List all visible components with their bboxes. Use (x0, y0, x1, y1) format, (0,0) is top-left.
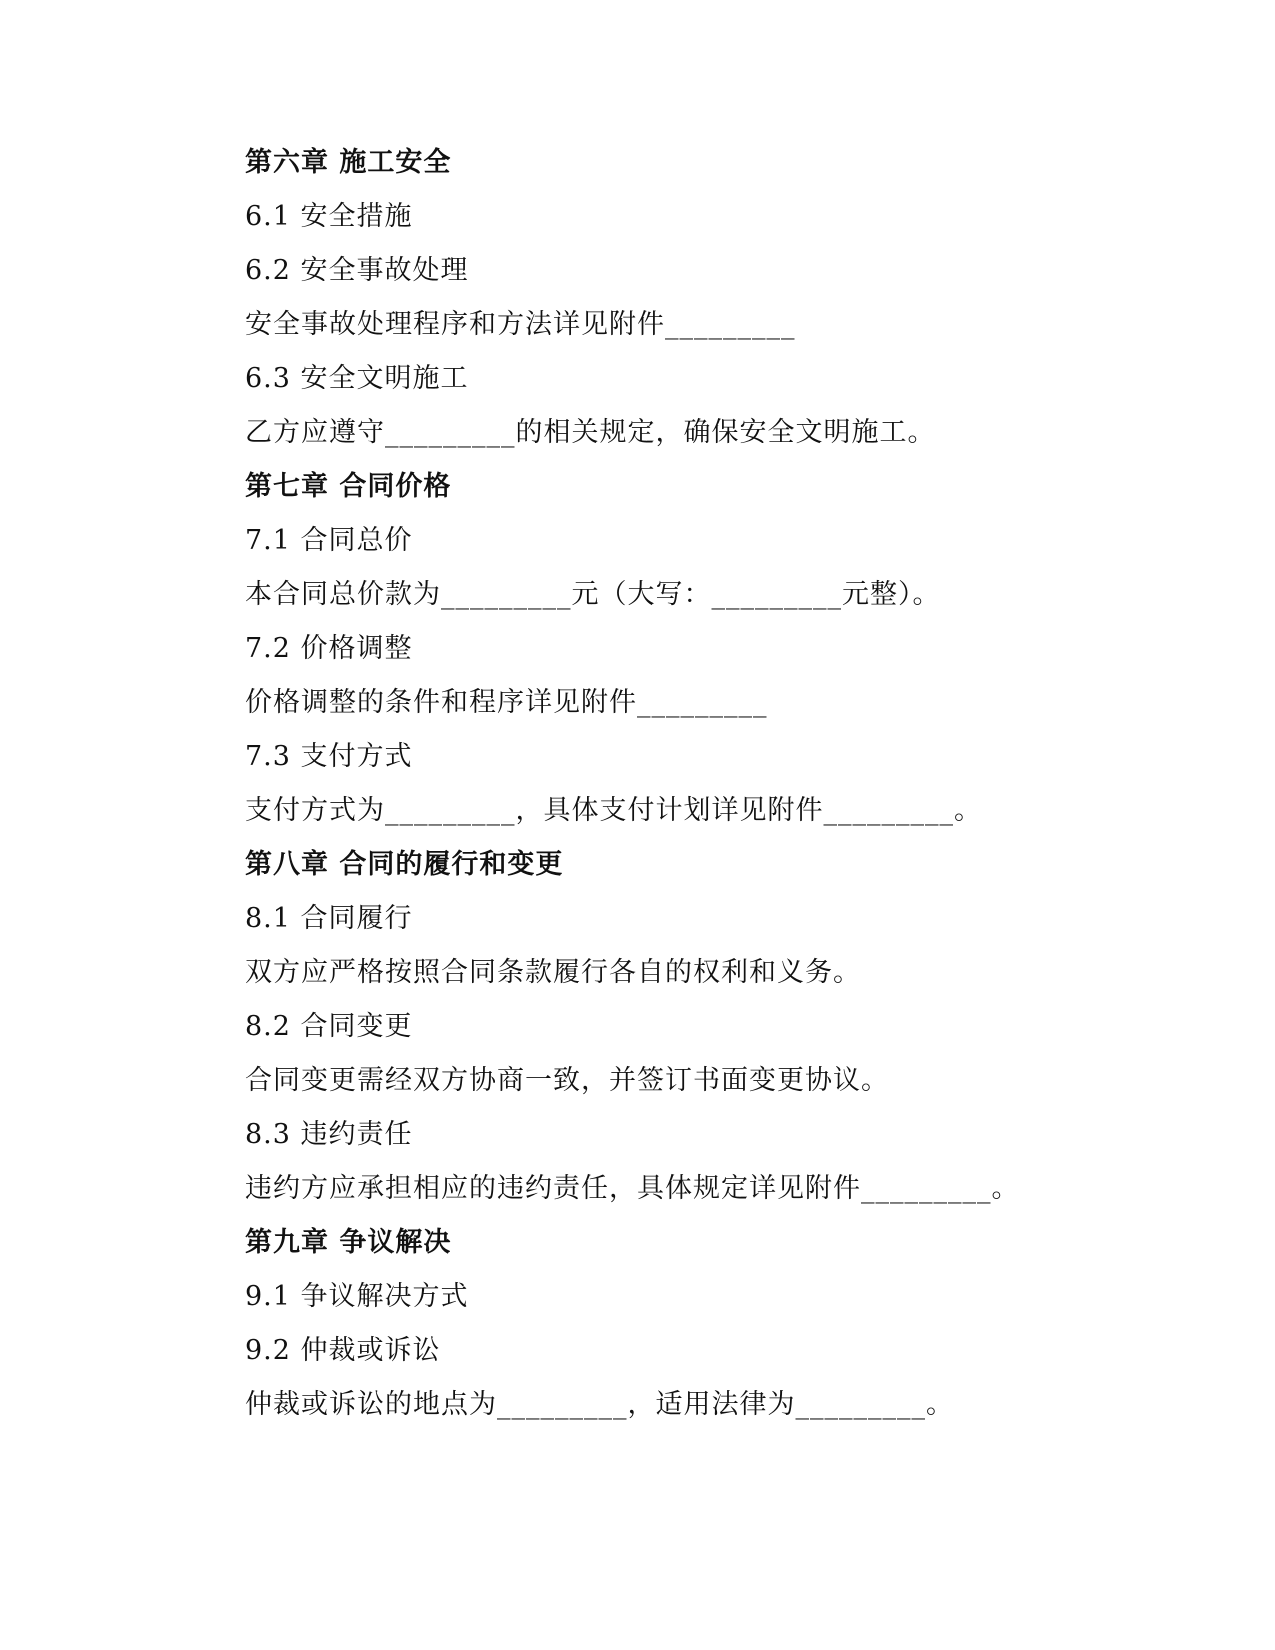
section-8-2-body: 合同变更需经双方协商一致，并签订书面变更协议。 (245, 1065, 889, 1096)
section-9-2-title: 9.2 仲裁或诉讼 (245, 1335, 441, 1366)
section-6-1-title: 6.1 安全措施 (245, 201, 413, 232)
section-6-3-body: 乙方应遵守_________的相关规定，确保安全文明施工。 (245, 417, 936, 448)
section-7-1-title: 7.1 合同总价 (245, 525, 413, 556)
section-7-3-body: 支付方式为_________，具体支付计划详见附件_________。 (245, 795, 982, 826)
chapter-6-heading: 第六章 施工安全 (245, 147, 452, 178)
section-6-2-body: 安全事故处理程序和方法详见附件_________ (245, 309, 796, 340)
chapter-8-heading: 第八章 合同的履行和变更 (245, 849, 564, 880)
section-8-2-title: 8.2 合同变更 (245, 1011, 413, 1042)
chapter-9-heading: 第九章 争议解决 (245, 1227, 452, 1258)
section-8-3-body: 违约方应承担相应的违约责任，具体规定详见附件_________。 (245, 1173, 1020, 1204)
chapter-7-heading: 第七章 合同价格 (245, 471, 452, 502)
section-9-1-title: 9.1 争议解决方式 (245, 1281, 469, 1312)
section-8-3-title: 8.3 违约责任 (245, 1119, 413, 1150)
section-9-2-body: 仲裁或诉讼的地点为_________，适用法律为_________。 (245, 1389, 954, 1420)
section-8-1-title: 8.1 合同履行 (245, 903, 413, 934)
section-6-2-title: 6.2 安全事故处理 (245, 255, 469, 286)
section-7-3-title: 7.3 支付方式 (245, 741, 413, 772)
section-7-2-body: 价格调整的条件和程序详见附件_________ (245, 687, 768, 718)
section-8-1-body: 双方应严格按照合同条款履行各自的权利和义务。 (245, 957, 861, 988)
section-7-1-body: 本合同总价款为_________元（大写：_________元整）。 (245, 579, 941, 610)
section-7-2-title: 7.2 价格调整 (245, 633, 413, 664)
section-6-3-title: 6.3 安全文明施工 (245, 363, 469, 394)
